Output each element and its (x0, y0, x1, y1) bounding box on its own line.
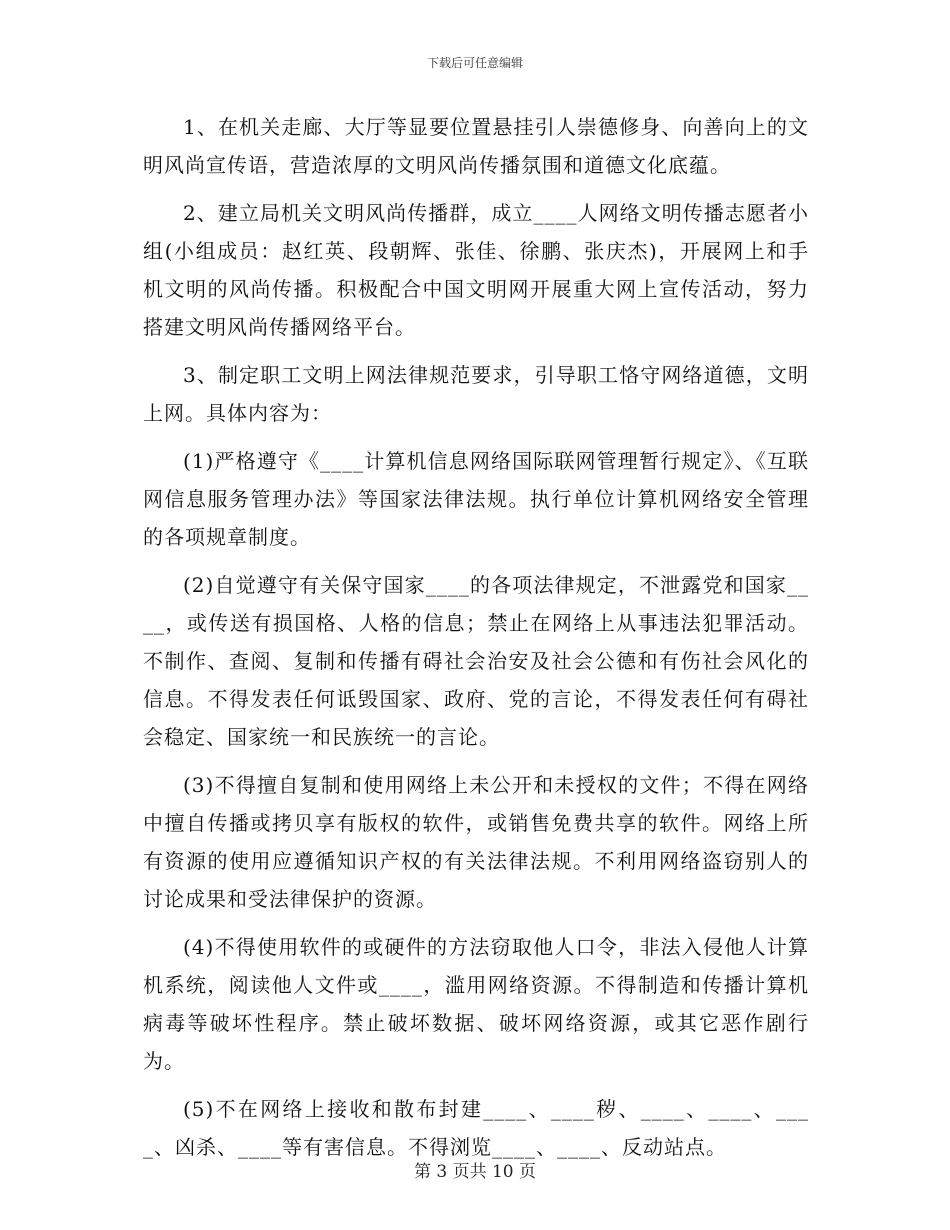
paragraph-8: (5)不在网络上接收和散布封建____、____秽、____、____、____、凶杀、____等有害信息。不得浏览____、____、反动站点。 (143, 1097, 809, 1159)
document-body (143, 108, 809, 1166)
paragraph-5: (2)自觉遵守有关保守国家____的各项法律规定，不泄露党和国家____，或传送有损国格、人格的信息；禁止在网络上从事违法犯罪活动。不制作、查阅、复制和传播有碍社会治安及社会公德和有伤社会风化的信息。不得发表任何诋毁国家、政府、党的言论，不得发表任何有碍社会稳定、国家统一和民族统一的言论。 (143, 573, 809, 749)
paragraph-4: (1)严格遵守《____计算机信息网络国际联网管理暂行规定》、《互联网信息服务管理办法》等国家法律法规。执行单位计算机网络安全管理的各项规章制度。 (143, 449, 809, 549)
paragraph-2: 2、建立局机关文明风尚传播群，成立____人网络文明传播志愿者小组(小组成员：赵红英、段朝辉、张佳、徐鹏、张庆杰)，开展网上和手机文明的风尚传播。积极配合中国文明网开展重大网上宣传活动，努力搭建文明风尚传播网络平台。 (143, 201, 809, 339)
paragraph-1: 1、在机关走廊、大厅等显要位置悬挂引人崇德修身、向善向上的文明风尚宣传语，营造浓厚的文明风尚传播氛围和道德文化底蕴。 (143, 115, 809, 177)
paragraph-6: (3)不得擅自复制和使用网络上未公开和未授权的文件；不得在网络中擅自传播或拷贝享有版权的软件，或销售免费共享的软件。网络上所有资源的使用应遵循知识产权的有关法律法规。不利用网络盗窃别人的讨论成果和受法律保护的资源。 (143, 773, 809, 911)
paragraph-7: (4)不得使用软件的或硬件的方法窃取他人口令，非法入侵他人计算机系统，阅读他人文件或____，滥用网络资源。不得制造和传播计算机病毒等破坏性程序。禁止破坏数据、破坏网络资源，或其它恶作剧行为。 (143, 935, 809, 1073)
paragraph-3: 3、制定职工文明上网法律规范要求，引导职工恪守网络道德，文明上网。具体内容为： (143, 363, 809, 425)
page-footer: 第 3 页共 10 页 (413, 1162, 537, 1182)
page-header: 下载后可任意编辑 (426, 56, 523, 70)
